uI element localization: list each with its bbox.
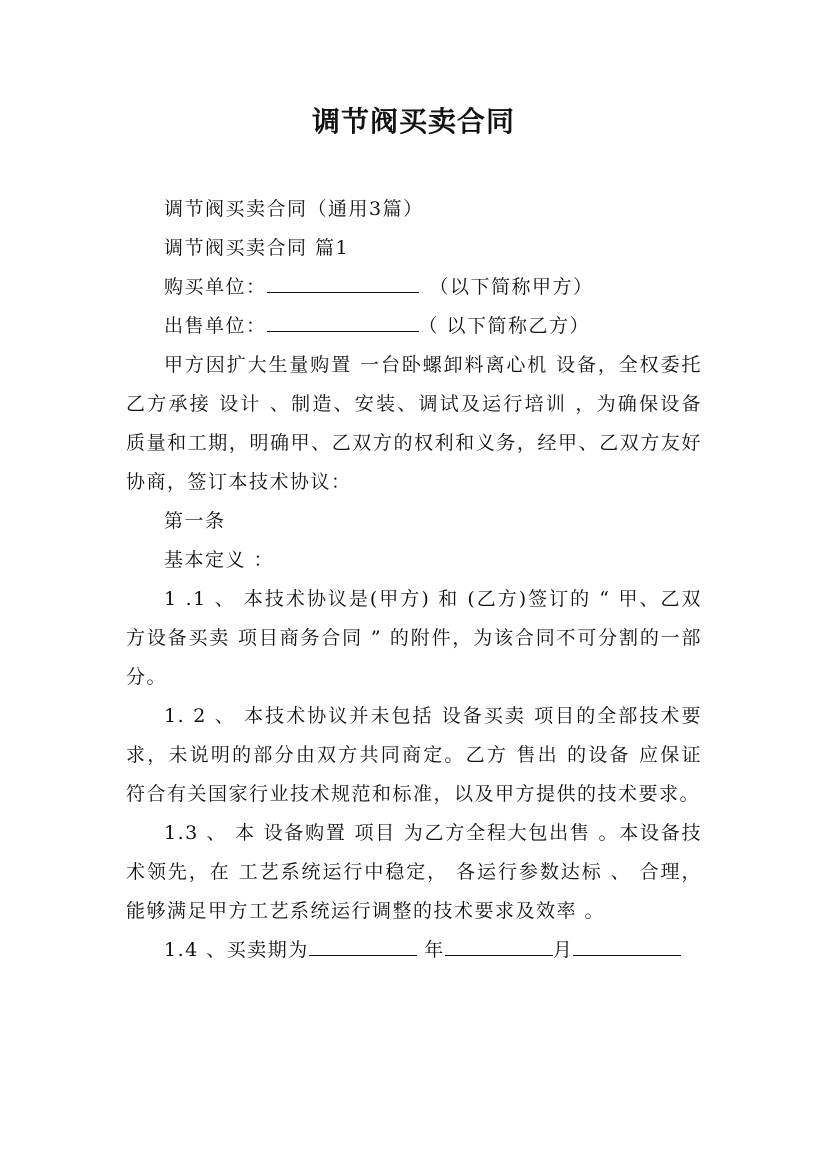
- clause-1-3: 1.3 、 本 设备购置 项目 为乙方全程大包出售 。本设备技术领先，在 工艺系统运行中稳定， 各运行参数达标 、 合理，能够满足甲方工艺系统运行调整的技术要求及效率 。: [126, 822, 702, 922]
- year-label: 年: [416, 939, 445, 961]
- clause-1-4: [126, 931, 702, 970]
- article-heading: 第一条: [164, 510, 226, 532]
- seller-blank[interactable]: [267, 309, 419, 332]
- year-blank[interactable]: [309, 933, 417, 956]
- buyer-line: [126, 268, 702, 307]
- buyer-label: 购买单位：: [164, 276, 267, 298]
- buyer-suffix: （以下简称甲方）: [418, 276, 594, 298]
- clause-1-1: 1 .1 、 本技术协议是(甲方) 和 (乙方)签订的 “ 甲、乙双方设备买卖 项目商务合同 ” 的附件，为该合同不可分割的一部分。: [126, 588, 702, 688]
- definition-heading: 基本定义 ：: [164, 549, 275, 571]
- day-blank[interactable]: [573, 933, 681, 956]
- seller-line: [126, 307, 702, 346]
- seller-suffix: （ 以下简称乙方）: [418, 315, 591, 337]
- seller-label: 出售单位：: [164, 315, 267, 337]
- month-blank[interactable]: [445, 933, 553, 956]
- document-body: [126, 190, 702, 970]
- document-title: 调节阀买卖合同: [311, 105, 515, 138]
- subtitle-line: 调节阀买卖合同（通用3篇）: [164, 198, 424, 220]
- section-heading: 调节阀买卖合同 篇1: [164, 237, 350, 259]
- clause-1-2: 1. 2 、 本技术协议并未包括 设备买卖 项目的全部技术要求，未说明的部分由双方共同商定。乙方 售出 的设备 应保证符合有关国家行业技术规范和标准，以及甲方提供的技术要求。: [126, 705, 702, 805]
- month-label: 月: [552, 939, 574, 961]
- buyer-blank[interactable]: [267, 270, 419, 293]
- clause-1-4-prefix: 1.4 、买卖期为: [164, 939, 309, 961]
- intro-paragraph: 甲方因扩大生量购置 一台卧螺卸料离心机 设备，全权委托乙方承接 设计 、制造、安装、调试及运行培训 ，为确保设备质量和工期，明确甲、乙双方的权利和义务，经甲、乙双方友好协商，签订本技术协议：: [126, 354, 702, 493]
